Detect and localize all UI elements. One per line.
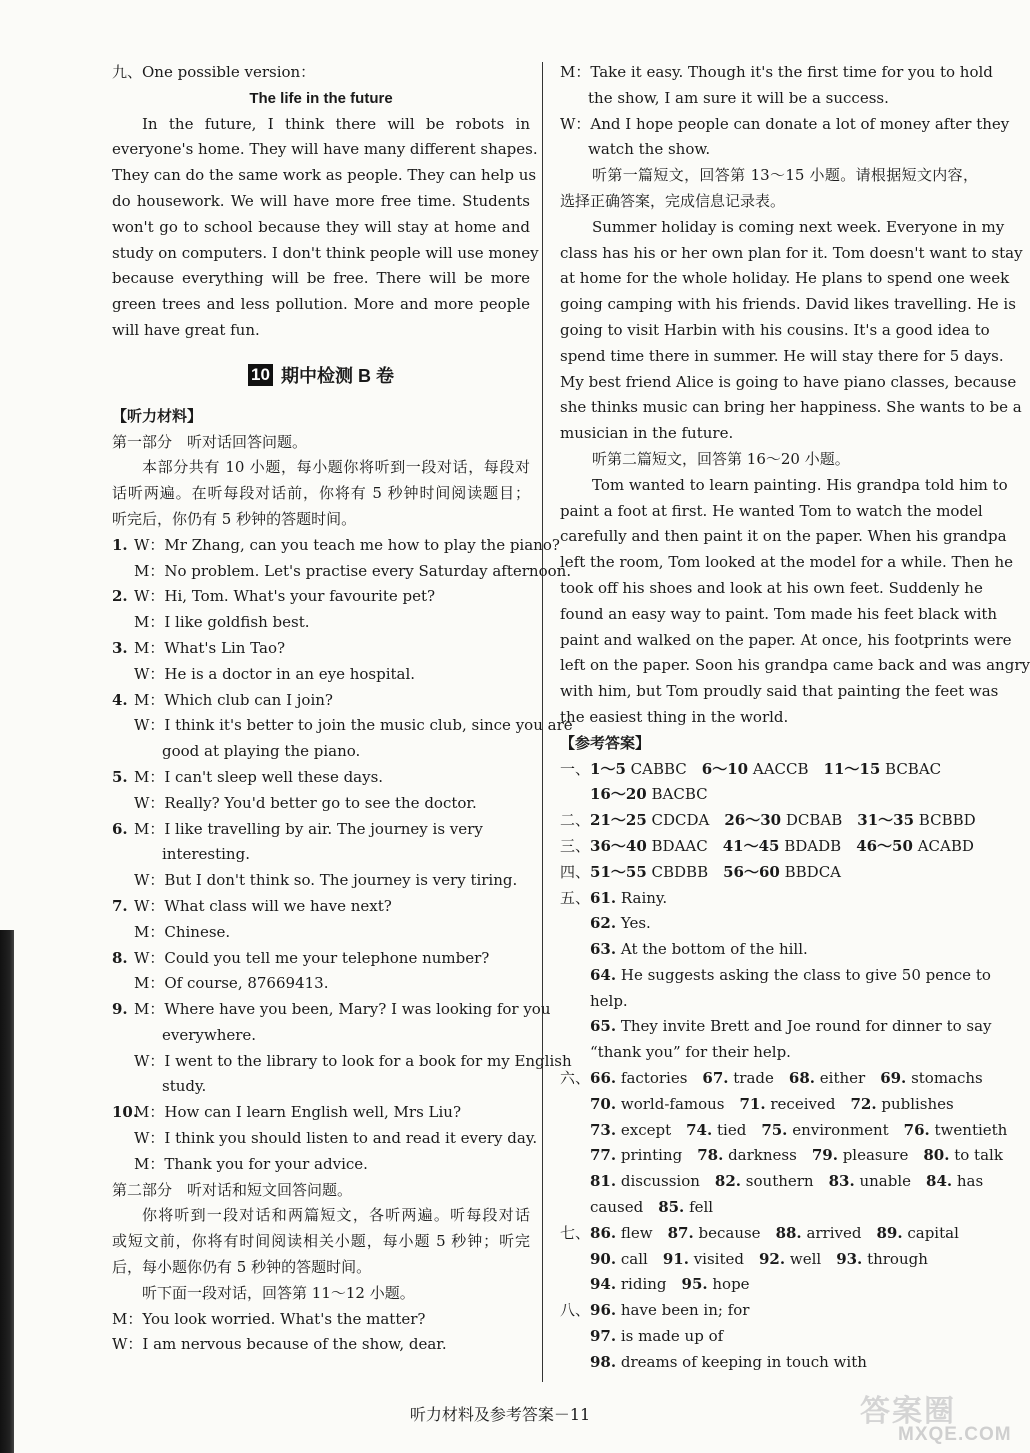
- answer-number: 74.: [686, 1120, 713, 1139]
- dialogue-text: M：What's Lin Tao?: [134, 638, 286, 657]
- answer-number: 6～10: [701, 759, 749, 778]
- answer-section-prefix: 五、: [560, 888, 591, 907]
- answer-value: BDADB: [779, 836, 857, 855]
- dialogue-text: W：I think it's better to join the music club, since you are: [134, 716, 573, 735]
- answer-number: 36～40: [590, 836, 647, 855]
- answer-section-prefix: 三、: [560, 836, 591, 855]
- essay-line: They can do the same work as people. They can help us: [112, 166, 537, 185]
- page-footer: 听力材料及参考答案－11: [409, 1405, 591, 1424]
- passage2: [560, 473, 1030, 731]
- dialogue-text: M：Which club can I join?: [134, 690, 333, 709]
- answer-value: has: [952, 1172, 984, 1191]
- dialogue-line: [112, 842, 530, 868]
- section-title: 期中检测 B 卷: [280, 365, 394, 386]
- dialogue-text: M：Thank you for your advice.: [134, 1154, 368, 1173]
- dialogue-line: [112, 610, 530, 636]
- answer-value: discussion: [616, 1172, 715, 1191]
- dialogue-line: [112, 971, 530, 997]
- dialogue-line: [112, 662, 530, 688]
- answer-row: [560, 1298, 978, 1324]
- answer-value: Rainy.: [616, 888, 668, 907]
- answer-number: 11～15: [823, 759, 881, 778]
- dialogue-line: [112, 920, 530, 946]
- conversation-line: the show, I am sure it will be a success.: [588, 88, 889, 107]
- answer-row: [560, 911, 978, 937]
- answer-number: 88.: [775, 1223, 802, 1242]
- answer-row: [560, 1169, 984, 1195]
- passage-line: took off his shoes and look at his own feet. Suddenly he: [560, 578, 983, 597]
- answer-value: well: [785, 1249, 837, 1268]
- answer-value: tied: [712, 1120, 762, 1139]
- answer-row: [560, 1066, 983, 1092]
- answer-value: southern: [741, 1172, 829, 1191]
- answer-number: 41～45: [722, 836, 780, 855]
- answer-number: 98.: [590, 1352, 617, 1371]
- dialogue-text: W：But I don't think so. The journey is very tiring.: [134, 871, 518, 890]
- essay-line: will have great fun.: [112, 320, 260, 339]
- listening-label: 【听力材料】: [112, 407, 203, 425]
- passage-line: left on the paper. Soon his grandpa came back and was angry: [560, 656, 1030, 675]
- answer-row: [560, 886, 978, 912]
- answer-number: 21～25: [590, 811, 647, 830]
- answer-value: through: [862, 1249, 928, 1268]
- answer-row: [560, 1092, 978, 1118]
- passage-line: spend time there in summer. He will stay there for 5 days.: [560, 346, 1004, 365]
- dialogue-text: interesting.: [162, 845, 250, 864]
- dialogue-text: M：Chinese.: [134, 922, 231, 941]
- answer-value: arrived: [801, 1223, 877, 1242]
- watermark-logo: [838, 1392, 1012, 1452]
- answer-value: help.: [590, 991, 628, 1010]
- answer-number: 1～5: [590, 759, 626, 778]
- passage-line: at home for the whole holiday. He plans to spend one week: [560, 269, 1010, 288]
- passage-line: found an easy way to paint. Tom made his feet black with: [560, 604, 998, 623]
- answer-value: world-famous: [616, 1094, 740, 1113]
- answer-number: 87.: [667, 1223, 694, 1242]
- answer-value: have been in; for: [616, 1301, 750, 1320]
- dialogue-text: W：Could you tell me your telephone number?: [134, 948, 490, 967]
- intro-line: 听完后，你仍有 5 秒钟的答题时间。: [112, 509, 357, 528]
- dialogue-line: [112, 636, 530, 662]
- dialogue-number: 10.: [112, 1103, 139, 1122]
- answer-number: 66.: [590, 1069, 617, 1088]
- intro-line: 本部分共有 10 小题，每小题你将听到一段对话，每段对: [142, 458, 530, 477]
- dialogue-number: 3.: [112, 638, 128, 657]
- dialogue-line: [112, 1152, 530, 1178]
- answer-number: 31～35: [857, 811, 915, 830]
- dialogue-text: M：I like travelling by air. The journey is very: [134, 819, 483, 838]
- answer-value: twentieth: [929, 1120, 1008, 1139]
- answer-number: 26～30: [724, 811, 782, 830]
- answer-value: factories: [616, 1069, 703, 1088]
- dialogue-line: [112, 868, 530, 894]
- passage-line: carefully and then paint it on the paper. When his grandpa: [560, 527, 1007, 546]
- answer-value: stomachs: [906, 1069, 983, 1088]
- intro-line: 选择正确答案，完成信息记录表。: [560, 191, 786, 210]
- essay-title: The life in the future: [249, 89, 393, 107]
- answer-value: They invite Brett and Joe round for dinner to say: [616, 1017, 992, 1036]
- answer-value: flew: [616, 1223, 668, 1242]
- dialogue-line: [112, 997, 551, 1023]
- dialogue-line: [112, 739, 530, 765]
- answer-number: 89.: [876, 1223, 903, 1242]
- answer-value: unable: [854, 1172, 927, 1191]
- passage-line: class has his or her own plan for it. Tom doesn't want to stay: [560, 243, 1023, 262]
- answer-row: [560, 757, 978, 783]
- answer-row: [560, 1221, 978, 1247]
- answer-number: 93.: [836, 1249, 863, 1268]
- essay-line: In the future, I think there will be robots in: [142, 114, 530, 133]
- answer-number: 51～55: [590, 862, 647, 881]
- part1-intro: [112, 455, 530, 532]
- answer-row: [560, 989, 978, 1015]
- dialogue-text: W：Really? You'd better go to see the doctor.: [134, 793, 477, 812]
- conversation-line: M：You look worried. What's the matter?: [112, 1309, 426, 1328]
- answer-row: [560, 782, 978, 808]
- answer-value: BBDCA: [779, 862, 842, 881]
- dialogue-list: [112, 533, 573, 1178]
- essay-line: do housework. We will have more free time. Students: [112, 191, 530, 210]
- dialogue-text: W：I think you should listen to and read it every day.: [134, 1129, 538, 1148]
- conversation-continued: [560, 60, 1010, 163]
- essay-line: study on computers. I don't think people will use money: [112, 243, 539, 262]
- answer-number: 80.: [923, 1146, 950, 1165]
- dialogue-text: W：Mr Zhang, can you teach me how to play the piano?: [134, 535, 560, 554]
- conversation-line: M：Take it easy. Though it's the first time for you to hold: [560, 63, 993, 81]
- dialogue-text: M：Of course, 87669413.: [134, 974, 329, 993]
- watermark-text: 答案圈: [860, 1395, 956, 1428]
- answer-row: [560, 937, 978, 963]
- dialogue-line: [112, 688, 530, 714]
- essay-body: [112, 112, 539, 344]
- answer-number: 73.: [590, 1120, 617, 1139]
- conversation-line: W：I am nervous because of the show, dear.: [112, 1335, 447, 1354]
- dialogue-number: 8.: [112, 948, 128, 967]
- answer-number: 91.: [662, 1249, 689, 1268]
- dialogue-line: [112, 946, 530, 972]
- intro-line: 你将听到一段对话和两篇短文，各听两遍。听每段对话: [142, 1206, 530, 1225]
- answer-value: pleasure: [837, 1146, 924, 1165]
- dialogue-line: [112, 765, 530, 791]
- answer-value: dreams of keeping in touch with: [616, 1352, 867, 1371]
- intro-line: 话听两遍。在听每段对话前，你将有 5 秒钟时间阅读题目；: [112, 484, 530, 503]
- dialogue-line: [112, 1023, 530, 1049]
- dialogue-text: M：I like goldfish best.: [134, 613, 310, 632]
- answer-row: [560, 1272, 978, 1298]
- intro-line: 或短文前，你将有时间阅读相关小题，每小题 5 秒钟；听完: [112, 1232, 530, 1251]
- dialogue-number: 4.: [112, 690, 128, 709]
- answer-section-prefix: 八、: [560, 1301, 591, 1320]
- answer-row: [560, 1247, 978, 1273]
- answer-number: 85.: [658, 1198, 685, 1217]
- dialogue-text: good at playing the piano.: [162, 742, 361, 761]
- dialogue-line: [112, 1049, 572, 1075]
- answer-number: 65.: [590, 1017, 617, 1036]
- answer-section-prefix: 七、: [560, 1223, 591, 1242]
- passage1: [560, 215, 1023, 447]
- essay-line: because everything will be free. There will be more: [112, 269, 530, 288]
- answer-number: 83.: [828, 1172, 855, 1191]
- answer-number: 71.: [739, 1094, 766, 1113]
- answer-value: BDAAC: [646, 836, 723, 855]
- answer-value: is made up of: [616, 1327, 724, 1346]
- conversation-line: watch the show.: [588, 140, 711, 159]
- answer-value: printing: [616, 1146, 698, 1165]
- dialogue-text: W：What class will we have next?: [134, 896, 392, 915]
- section-heading: [112, 350, 530, 400]
- part2-title: 第二部分 听对话和短文回答问题。: [112, 1180, 353, 1199]
- passage-line: going to visit Harbin with his cousins. It's a good idea to: [560, 320, 990, 339]
- conversation-line: W：And I hope people can donate a lot of money after they: [560, 114, 1010, 133]
- dialogue-line: [112, 533, 560, 559]
- passage-line: My best friend Alice is going to have piano classes, because: [560, 372, 1017, 391]
- answer-number: 81.: [590, 1172, 617, 1191]
- answer-row: [560, 963, 991, 989]
- answer-number: 92.: [758, 1249, 786, 1268]
- answer-row: [560, 1324, 978, 1350]
- dialogue-text: M：I can't sleep well these days.: [134, 767, 384, 786]
- answer-value: environment: [787, 1120, 904, 1139]
- dialogue-text: W：He is a doctor in an eye hospital.: [134, 664, 416, 683]
- answer-number: 68.: [788, 1069, 815, 1088]
- answer-value: ACABD: [912, 836, 974, 855]
- dialogue-number: 2.: [112, 587, 128, 606]
- dialogue-line: [112, 791, 530, 817]
- passage-line: left the room, Tom looked at the model for a while. Then he: [560, 553, 1014, 572]
- dialogue-text: W：I went to the library to look for a book for my English: [134, 1051, 572, 1070]
- passage-line: with him, but Tom proudly said that painting the feet was: [560, 682, 999, 701]
- answer-value: call: [616, 1249, 663, 1268]
- answer-number: 72.: [850, 1094, 877, 1113]
- answer-number: 86.: [590, 1223, 617, 1242]
- answer-key: [560, 757, 1008, 1376]
- answer-number: 70.: [590, 1094, 617, 1113]
- answer-value: either: [815, 1069, 881, 1088]
- answer-value: CABBC: [625, 759, 702, 778]
- answer-value: trade: [728, 1069, 789, 1088]
- watermark-url: MXQE.COM: [898, 1424, 1012, 1445]
- passage-line: the easiest thing in the world.: [560, 707, 789, 726]
- answer-value: except: [616, 1120, 687, 1139]
- passage-line: paint a foot at first. He wanted Tom to watch the model: [560, 501, 983, 520]
- answer-number: 90.: [590, 1249, 617, 1268]
- left-column: [112, 60, 573, 1358]
- answer-value: capital: [902, 1223, 959, 1242]
- answer-number: 97.: [590, 1327, 617, 1346]
- dialogue-line: [112, 559, 572, 585]
- answer-number: 78.: [697, 1146, 724, 1165]
- right-column: [560, 60, 1030, 1376]
- answer-number: 75.: [761, 1120, 788, 1139]
- dialogue-line: [112, 713, 573, 739]
- answer-number: 63.: [590, 940, 617, 959]
- answer-number: 67.: [702, 1069, 729, 1088]
- dialogue-line: [112, 817, 530, 843]
- dialogue-line: [112, 1126, 538, 1152]
- answer-number: 95.: [681, 1275, 708, 1294]
- passage-line: Summer holiday is coming next week. Everyone in my: [592, 217, 1005, 236]
- dialogue-text: M：No problem. Let's practise every Saturday afternoon.: [134, 561, 572, 580]
- passage-line: paint and walked on the paper. At once, his footprints were: [560, 630, 1012, 649]
- answer-row: [560, 1195, 978, 1221]
- answer-row: [560, 1118, 1008, 1144]
- answer-row: [560, 808, 978, 834]
- answer-row: [560, 1143, 1003, 1169]
- answer-number: 84.: [926, 1172, 953, 1191]
- dialogue-number: 7.: [112, 896, 128, 915]
- answer-value: CDCDA: [646, 811, 725, 830]
- intro-line: 听第一篇短文，回答第 13～15 小题。请根据短文内容，: [592, 166, 978, 185]
- answer-value: BACBC: [646, 785, 708, 804]
- answer-row: [560, 1014, 992, 1040]
- essay-line: green trees and less pollution. More and more people: [112, 295, 530, 314]
- dialogue-number: 6.: [112, 819, 128, 838]
- dialogue-text: study.: [162, 1077, 207, 1096]
- dialogue-line: [112, 1074, 530, 1100]
- answer-row: [560, 1350, 978, 1376]
- dialogue-text: M：How can I learn English well, Mrs Liu?: [134, 1103, 461, 1122]
- answer-number: 16～20: [590, 785, 647, 804]
- passage-line: she thinks music can bring her happiness. She wants to be a: [560, 398, 1022, 417]
- section-number-badge: 10: [248, 364, 273, 386]
- answer-value: At the bottom of the hill.: [616, 940, 808, 959]
- dialogue-number: 9.: [112, 1000, 128, 1019]
- answer-row: [560, 834, 978, 860]
- answer-row: [560, 1040, 978, 1066]
- answer-value: caused: [590, 1198, 659, 1217]
- answer-number: 77.: [590, 1146, 617, 1165]
- answer-value: DCBAB: [781, 811, 858, 830]
- answer-value: AACCB: [748, 759, 824, 778]
- answer-number: 94.: [590, 1275, 617, 1294]
- part2-intro: [112, 1203, 530, 1280]
- dialogue-number: 1.: [112, 535, 128, 554]
- dialogue-line: [112, 584, 530, 610]
- essay-line: won't go to school because they will stay at home and: [112, 217, 530, 236]
- answer-number: 46～50: [856, 836, 913, 855]
- answer-value: visited: [688, 1249, 759, 1268]
- answer-number: 62.: [590, 914, 617, 933]
- answers-label: 【参考答案】: [560, 734, 651, 752]
- answer-value: He suggests asking the class to give 50 pence to: [616, 965, 991, 984]
- answer-number: 96.: [590, 1301, 617, 1320]
- answer-value: riding: [616, 1275, 682, 1294]
- answer-number: 79.: [811, 1146, 838, 1165]
- dialogue-text: M：Where have you been, Mary? I was looking for you: [134, 1000, 551, 1019]
- passage-line: musician in the future.: [560, 424, 734, 443]
- answer-value: publishes: [876, 1094, 954, 1113]
- answer-number: 69.: [880, 1069, 907, 1088]
- answer-section-prefix: 二、: [560, 811, 591, 830]
- part1-title: 第一部分 听对话回答问题。: [112, 432, 308, 451]
- answer-section-prefix: 一、: [560, 759, 591, 778]
- dialogue-line: [112, 894, 530, 920]
- answer-value: fell: [684, 1198, 714, 1217]
- answer-number: 61.: [590, 888, 617, 907]
- answer-value: CBDBB: [646, 862, 724, 881]
- answer-number: 82.: [714, 1172, 742, 1191]
- passage-line: going camping with his friends. David likes travelling. He is: [560, 295, 1016, 314]
- answer-value: darkness: [723, 1146, 812, 1165]
- answer-value: to talk: [949, 1146, 1003, 1165]
- answer-section-prefix: 六、: [560, 1069, 591, 1088]
- answer-number: 56～60: [723, 862, 780, 881]
- answer-row: [560, 860, 978, 886]
- intro-line: 后，每小题你仍有 5 秒钟的答题时间。: [112, 1258, 372, 1277]
- passage1-intro: [560, 163, 978, 215]
- dialogue-line: [112, 1100, 530, 1126]
- answer-value: BCBAC: [880, 759, 942, 778]
- essay-line: everyone's home. They will have many different shapes.: [112, 140, 538, 159]
- passage-line: Tom wanted to learn painting. His grandpa told him to: [592, 475, 1008, 494]
- dialogue-number: 5.: [112, 767, 128, 786]
- part2-subtitle: 听下面一段对话，回答第 11～12 小题。: [142, 1283, 415, 1302]
- answer-value: hope: [707, 1275, 750, 1294]
- answer-value: BCBBD: [914, 811, 976, 830]
- answer-value: received: [765, 1094, 851, 1113]
- dialogue-text: W：Hi, Tom. What's your favourite pet?: [134, 587, 436, 606]
- passage2-intro: 听第二篇短文，回答第 16～20 小题。: [592, 449, 850, 468]
- answer-number: 64.: [590, 965, 617, 984]
- answer-number: 76.: [903, 1120, 930, 1139]
- dialogue-text: everywhere.: [162, 1025, 257, 1044]
- answer-value: Yes.: [616, 914, 651, 933]
- essay-intro: 九、One possible version：: [112, 63, 316, 81]
- conversation: [112, 1307, 530, 1359]
- answer-value: “thank you” for their help.: [590, 1043, 791, 1062]
- page-edge-shadow: [0, 930, 14, 1453]
- answer-section-prefix: 四、: [560, 862, 591, 881]
- answer-value: because: [693, 1223, 776, 1242]
